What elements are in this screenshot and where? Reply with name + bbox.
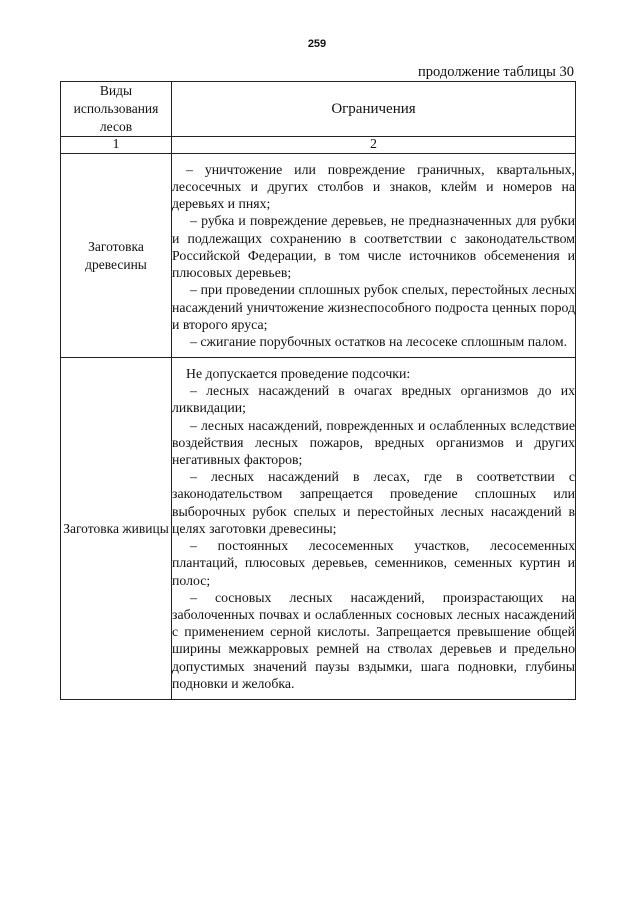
- forest-use-type-cell: Заготовка древесины: [61, 154, 172, 358]
- table-row: [61, 358, 576, 700]
- restrictions-table: [60, 81, 576, 700]
- column-number-row: [61, 137, 576, 154]
- header-restrictions: Ограничения: [172, 82, 576, 137]
- table-row: [61, 154, 576, 358]
- restriction-item: – уничтожение или повреждение граничных, квартальных, лесосечных и других столбов и знаков, клейм и номеров на деревьях и пнях;: [172, 161, 575, 212]
- restriction-item: – при проведении сплошных рубок спелых, перестойных лесных насаждений уничтожение жизнеспособного подроста ценных пород и второго яруса;: [172, 282, 575, 332]
- header-forest-use-types: Виды использования лесов: [61, 82, 172, 137]
- restriction-item: – сосновых лесных насаждений, произрастающих на заболоченных почвах и ослабленных сосновых лесных насаждений с применением серной кислоты. Запрещается превышение общей ширины межкарровых ремней на стволах деревьев и предельно допустимых значений паузы вздымки, шага подновки, глубины подновки и желобка.: [172, 589, 575, 691]
- page-number: 259: [307, 38, 327, 50]
- column-number-2: 2: [172, 137, 576, 154]
- column-number-1: 1: [61, 137, 172, 154]
- restrictions-cell: [172, 154, 576, 358]
- restriction-item: – лесных насаждений в очагах вредных организмов до их ликвидации;: [172, 383, 575, 416]
- forest-use-type-cell: Заготовка живицы: [61, 358, 172, 700]
- restriction-item: – сжигание порубочных остатков на лесосеке сплошным палом.: [190, 333, 568, 349]
- table-continuation-caption: продолжение таблицы 30: [418, 64, 574, 80]
- table-header-row: [61, 82, 576, 137]
- restriction-item: – лесных насаждений, поврежденных и ослабленных вследствие воздействия лесных пожаров, вредных организмов и других негативных факторов;: [172, 417, 575, 468]
- restrictions-cell: [172, 358, 576, 700]
- restriction-intro: Не допускается проведение подсочки:: [186, 366, 411, 382]
- restriction-item: – рубка и повреждение деревьев, не предназначенных для рубки и подлежащих сохранению в соответствии с законодательством Российской Федерации, в том числе источников обсеменения и плюсовых деревьев;: [172, 213, 575, 281]
- restriction-item: – лесных насаждений в лесах, где в соответствии с законодательством запрещается проведение сплошных или выборочных рубок спелых и перестойных лесных насаждений в целях заготовки древесины;: [172, 469, 575, 536]
- restriction-item: – постоянных лесосеменных участков, лесосеменных плантаций, плюсовых деревьев, семенников, семенных куртин и полос;: [172, 538, 575, 588]
